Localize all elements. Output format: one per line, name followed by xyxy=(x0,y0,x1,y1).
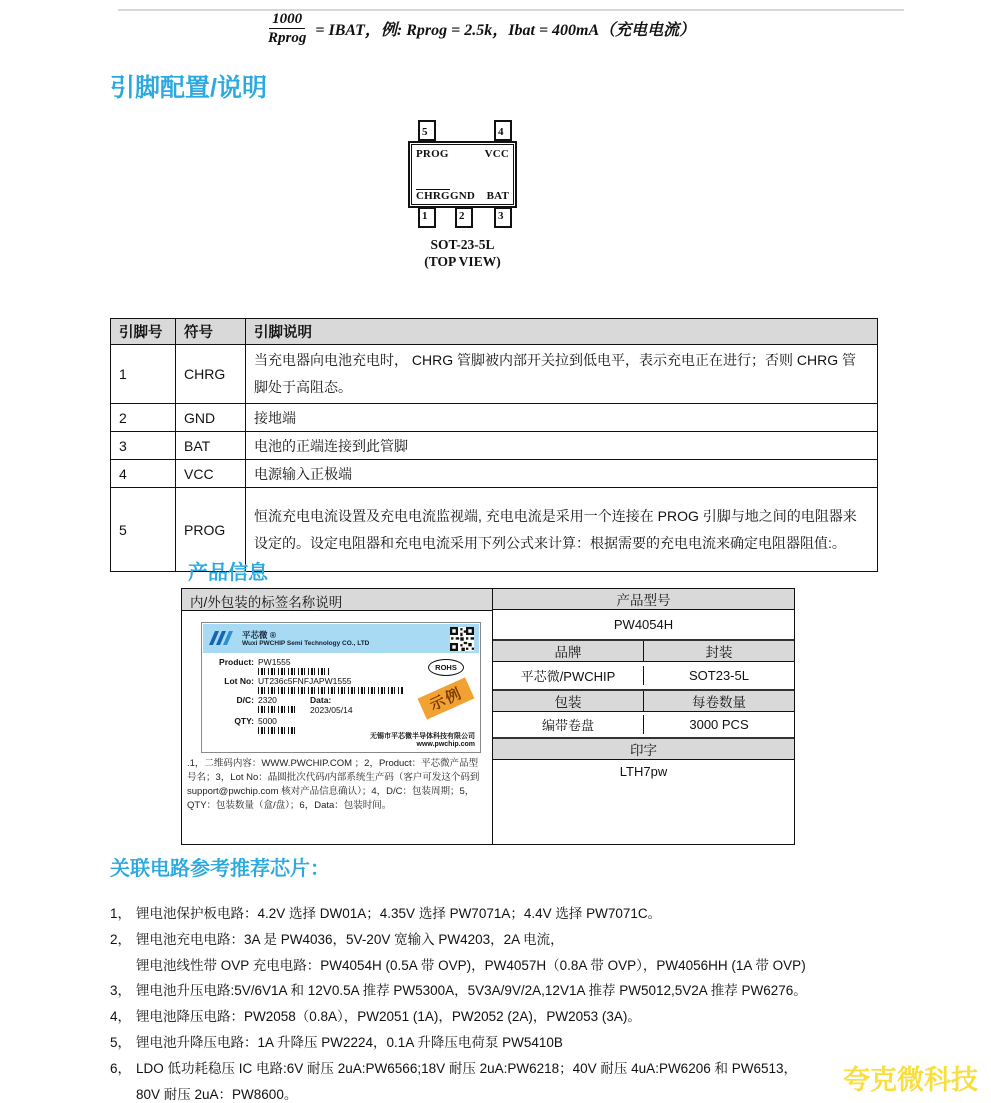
item-text xyxy=(136,1030,982,1056)
lot-label: Lot No: xyxy=(224,676,254,686)
marking-header: 印字 xyxy=(493,739,794,760)
pin-number: 4 xyxy=(111,460,176,488)
charge-current-formula xyxy=(268,10,695,47)
footer-website: www.pwchip.com xyxy=(416,741,475,749)
table-header-row xyxy=(111,319,878,345)
pin-number: 5 xyxy=(111,488,176,572)
pin-description-table xyxy=(110,318,878,572)
label-row-lot xyxy=(210,676,410,694)
package-caption xyxy=(395,236,530,270)
label-header-band xyxy=(203,624,479,653)
data-block xyxy=(310,695,353,715)
qty-value-text: 5000 xyxy=(258,716,277,726)
lot-value-text: UT236c5FNFJAPW1555 xyxy=(258,676,352,686)
pin-description: 电源输入正极端 xyxy=(246,460,878,488)
formula-fraction xyxy=(268,10,306,47)
table-row xyxy=(111,432,878,460)
item-line: 80V 耐压 2uA：PW8600。 xyxy=(136,1086,298,1102)
pin-label-gnd: GND xyxy=(449,190,476,202)
brand-name-cn: 平芯微 ® xyxy=(242,629,277,640)
item-line: 锂电池升压电路:5V/6V1A 和 12V0.5A 推荐 PW5300A，5V3A/9V/2A,12V1A 推荐 PW5012,5V2A 推荐 PW6276。 xyxy=(136,983,807,999)
item-text xyxy=(136,1004,982,1030)
pin-description: 电池的正端连接到此管脚 xyxy=(246,432,878,460)
label-caption: .1，二维码内容：WWW.PWCHIP.COM ；2，Product：平芯微产品型号名；3，Lot No：晶圆批次代码/内部系统生产码（客户可发这个码到 support@pwchip.com 核对产品信息确认）；4，D/C：包装周期；5，QTY：包装数量（盒/盘）；6，Data：包装时间。 xyxy=(187,758,480,811)
pin-label-prog: PROG xyxy=(416,148,449,160)
pwchip-logo xyxy=(208,629,238,649)
dc-value xyxy=(258,695,353,715)
pin-5-box: 5 xyxy=(418,120,436,141)
qty-value: 3000 PCS xyxy=(689,717,749,732)
pin-label-vcc: VCC xyxy=(484,148,509,160)
item-number: 4， xyxy=(110,1009,132,1025)
dc-barcode xyxy=(258,706,296,713)
qty-barcode xyxy=(258,727,296,734)
section-heading-product-info: 产品信息 xyxy=(188,562,268,584)
lot-value xyxy=(258,676,404,694)
table-row xyxy=(111,460,878,488)
package-view: (TOP VIEW) xyxy=(424,254,501,269)
package-name: SOT-23-5L xyxy=(430,237,495,252)
product-info-table xyxy=(181,588,795,845)
package-header: 封装 xyxy=(705,645,733,660)
pin-label-bat: BAT xyxy=(486,190,509,202)
list-item xyxy=(110,1004,982,1030)
list-item xyxy=(110,927,982,979)
item-line: 锂电池降压电路：PW2058（0.8A），PW2051 (1A)，PW2052 (2A)，PW2053 (3A)。 xyxy=(136,1009,641,1025)
pin-symbol: VCC xyxy=(176,460,246,488)
qty-label: QTY: xyxy=(234,716,254,726)
label-row-qty xyxy=(210,716,410,734)
packing-qty-header-row xyxy=(493,691,794,712)
data-label: Data: xyxy=(310,695,332,705)
qty-value xyxy=(258,716,296,734)
item-text xyxy=(136,927,982,979)
pin-description: 接地端 xyxy=(246,404,878,432)
packing-qty-value-row xyxy=(493,712,794,739)
dc-value-block xyxy=(258,695,296,715)
fraction-numerator: 1000 xyxy=(269,10,305,29)
pin-description: 当充电器向电池充电时， CHRG 管脚被内部开关拉到低电平，表示充电正在进行；否则 CHRG 管脚处于高阻态。 xyxy=(246,345,878,404)
pin-3-box: 3 xyxy=(494,207,512,228)
item-line: 锂电池充电电路：3A 是 PW4036，5V-20V 宽输入 PW4203，2A 电流， xyxy=(136,931,564,947)
model-header: 产品型号 xyxy=(493,589,794,610)
product-value-text: PW1555 xyxy=(258,657,291,667)
item-line: 锂电池保护板电路：4.2V 选择 DW01A；4.35V 选择 PW7071A；4.4V 选择 PW7071C。 xyxy=(136,906,662,921)
item-number: 2， xyxy=(110,931,132,947)
label-footer xyxy=(370,733,475,751)
item-number: 1， xyxy=(110,906,132,921)
product-value xyxy=(258,657,330,675)
footer-company: 无锡市平芯微半导体科技有限公司 xyxy=(370,732,475,740)
label-row-product xyxy=(210,657,410,675)
item-number: 3， xyxy=(110,983,132,999)
label-cell-header: 内/外包装的标签名称说明 xyxy=(182,589,492,611)
label-row-dc xyxy=(210,695,410,715)
label-description-cell xyxy=(182,589,493,844)
pin-4-box: 4 xyxy=(494,120,512,141)
list-item xyxy=(110,1030,982,1056)
pin-2-box: 2 xyxy=(455,207,473,228)
item-text xyxy=(136,978,982,1004)
item-line: 锂电池线性带 OVP 充电电路：PW4054H (0.5A 带 OVP)，PW4057H（0.8A 带 OVP），PW4056HH (1A 带 OVP) xyxy=(136,957,806,973)
brand-text xyxy=(242,630,369,648)
brand-package-value-row xyxy=(493,662,794,691)
pin-symbol: GND xyxy=(176,404,246,432)
pin-symbol: CHRG xyxy=(176,345,246,404)
package-value: SOT23-5L xyxy=(689,668,749,683)
qr-code-icon xyxy=(450,627,474,651)
item-line: 锂电池升降压电路：1A 升降压 PW2224，0.1A 升降压电荷泵 PW5410B xyxy=(136,1034,563,1050)
item-number: 5， xyxy=(110,1034,132,1050)
product-label: Product: xyxy=(219,657,254,667)
product-barcode xyxy=(258,668,330,675)
example-stamp: 示例 xyxy=(418,677,475,719)
col-header-description: 引脚说明 xyxy=(246,319,878,345)
list-item xyxy=(110,901,982,927)
rohs-badge: ROHS xyxy=(428,659,464,676)
brand-company-en: Wuxi PWCHIP Semi Technology CO., LTD xyxy=(242,639,370,647)
pin-number: 1 xyxy=(111,345,176,404)
marking-value: LTH7pw xyxy=(619,764,668,779)
product-spec-column xyxy=(493,589,794,844)
qty-header: 每卷数量 xyxy=(692,695,746,710)
lot-barcode xyxy=(258,687,404,694)
packing-value: 编带卷盘 xyxy=(493,715,644,734)
data-value: 2023/05/14 xyxy=(310,705,353,715)
item-text xyxy=(136,901,982,927)
pin-description: 恒流充电电流设置及充电电流监视端, 充电电流是采用一个连接在 PROG 引脚与地之间的电阻器来设定的。设定电阻器和充电电流采用下列公式来计算：根据需要的充电电流来确定电阻器阻值:。 xyxy=(246,488,878,572)
dc-label: D/C: xyxy=(236,695,254,705)
pin-number: 2 xyxy=(111,404,176,432)
col-header-symbol: 符号 xyxy=(176,319,246,345)
fraction-denominator: Rprog xyxy=(268,30,307,46)
pin-1-box: 1 xyxy=(418,207,436,228)
item-line: LDO 低功耗稳压 IC 电路:6V 耐压 2uA:PW6566;18V 耐压 2uA:PW6218；40V 耐压 4uA:PW6206 和 PW6513， xyxy=(136,1060,797,1076)
shipping-label-example xyxy=(201,622,481,753)
col-header-pin-number: 引脚号 xyxy=(111,319,176,345)
brand-header: 品牌 xyxy=(493,641,644,661)
pin-label-chrg: CHRG xyxy=(416,190,450,202)
model-value: PW4054H xyxy=(493,610,794,641)
chip-body xyxy=(408,141,517,208)
table-row xyxy=(111,404,878,432)
pin-symbol: BAT xyxy=(176,432,246,460)
brand-value: 平芯微/PWCHIP xyxy=(493,666,644,685)
label-fields xyxy=(210,657,410,735)
item-number: 6， xyxy=(110,1060,132,1076)
watermark: 夸克微科技 xyxy=(843,1065,978,1095)
list-item xyxy=(110,978,982,1004)
pin-symbol: PROG xyxy=(176,488,246,572)
pin-number: 3 xyxy=(111,432,176,460)
brand-package-header-row xyxy=(493,641,794,662)
section-heading-pin-config: 引脚配置/说明 xyxy=(110,74,267,102)
table-row xyxy=(111,345,878,404)
formula-text: = IBAT，例: Rprog = 2.5k，Ibat = 400mA（充电电流） xyxy=(315,22,696,39)
dc-value-text: 2320 xyxy=(258,695,277,705)
packing-header: 包装 xyxy=(493,691,644,711)
section-heading-related-circuits: 关联电路参考推荐芯片： xyxy=(110,858,330,880)
